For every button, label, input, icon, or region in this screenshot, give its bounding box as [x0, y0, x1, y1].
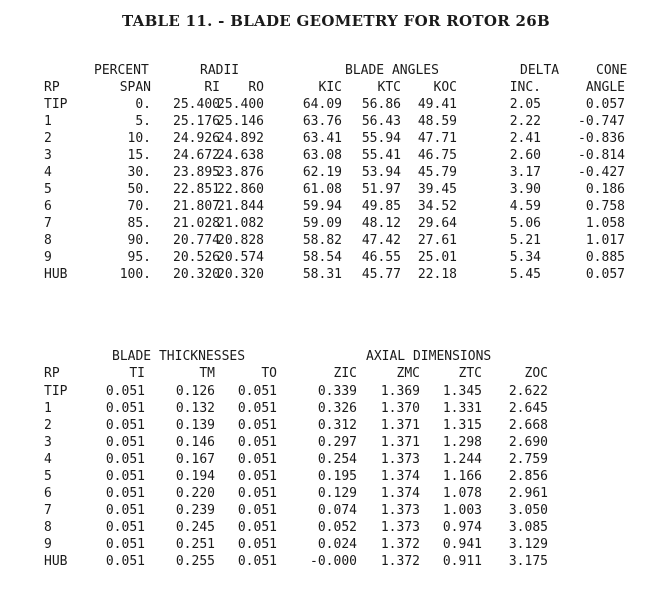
table-row: [0, 181, 672, 198]
to-cell: 0.051: [237, 418, 277, 433]
zic-cell: -0.000: [310, 554, 357, 569]
delta-inc-cell: 5.45: [509, 267, 541, 282]
table-row: [0, 485, 672, 502]
ro-cell: 21.844: [217, 199, 264, 214]
table-row: [0, 502, 672, 519]
header-blade-thicknesses: BLADE THICKNESSES: [112, 349, 246, 364]
rp-cell: TIP: [44, 384, 68, 399]
rp-cell: 8: [44, 233, 52, 248]
ro-cell: 25.400: [217, 97, 264, 112]
koc-cell: 25.01: [417, 250, 457, 265]
to-cell: 0.051: [237, 452, 277, 467]
table-row: [0, 468, 672, 485]
tm-cell: 0.255: [175, 554, 215, 569]
table-row: [0, 519, 672, 536]
table-row: [0, 164, 672, 181]
ti-cell: 0.051: [105, 554, 145, 569]
zic-cell: 0.254: [317, 452, 357, 467]
koc-cell: 34.52: [417, 199, 457, 214]
ti-cell: 0.051: [105, 435, 145, 450]
kic-cell: 58.31: [302, 267, 342, 282]
zic-cell: 0.129: [317, 486, 357, 501]
kic-cell: 61.08: [302, 182, 342, 197]
zmc-cell: 1.371: [380, 435, 420, 450]
zic-cell: 0.024: [317, 537, 357, 552]
kic-cell: 63.08: [302, 148, 342, 163]
ztc-cell: 0.941: [442, 537, 482, 552]
to-cell: 0.051: [237, 401, 277, 416]
ti-cell: 0.051: [105, 469, 145, 484]
ktc-cell: 51.97: [361, 182, 401, 197]
table-row: [0, 553, 672, 570]
rp-cell: 3: [44, 435, 52, 450]
to-cell: 0.051: [237, 384, 277, 399]
delta-inc-cell: 5.21: [509, 233, 541, 248]
header-blade-angles: BLADE ANGLES: [345, 63, 439, 78]
ztc-cell: 1.003: [442, 503, 482, 518]
ro-cell: 20.320: [217, 267, 264, 282]
cone-angle-cell: 0.057: [585, 97, 625, 112]
zic-cell: 0.074: [317, 503, 357, 518]
col-angle: ANGLE: [585, 80, 625, 95]
zoc-cell: 2.645: [508, 401, 548, 416]
zmc-cell: 1.374: [380, 486, 420, 501]
delta-inc-cell: 3.90: [509, 182, 541, 197]
zoc-cell: 2.856: [508, 469, 548, 484]
table-title: TABLE 11. - BLADE GEOMETRY FOR ROTOR 26B: [121, 12, 550, 30]
cone-angle-cell: -0.836: [578, 131, 625, 146]
col-zoc: ZOC: [524, 366, 548, 381]
koc-cell: 29.64: [417, 216, 457, 231]
ti-cell: 0.051: [105, 520, 145, 535]
tm-cell: 0.239: [175, 503, 215, 518]
table-row: [0, 96, 672, 113]
koc-cell: 46.75: [417, 148, 457, 163]
table-row: [0, 147, 672, 164]
ztc-cell: 1.315: [442, 418, 482, 433]
ti-cell: 0.051: [105, 401, 145, 416]
span-cell: 0.: [135, 97, 151, 112]
zmc-cell: 1.373: [380, 503, 420, 518]
col-rp: RP: [44, 80, 60, 95]
ro-cell: 21.082: [217, 216, 264, 231]
span-cell: 85.: [127, 216, 151, 231]
to-cell: 0.051: [237, 554, 277, 569]
table-row: [0, 215, 672, 232]
table-row: [0, 232, 672, 249]
tm-cell: 0.126: [175, 384, 215, 399]
table-row: [0, 451, 672, 468]
ktc-cell: 55.94: [361, 131, 401, 146]
koc-cell: 22.18: [417, 267, 457, 282]
rp-cell: 7: [44, 503, 52, 518]
ro-cell: 20.828: [217, 233, 264, 248]
span-cell: 90.: [127, 233, 151, 248]
zmc-cell: 1.374: [380, 469, 420, 484]
ro-cell: 20.574: [217, 250, 264, 265]
rp-cell: 9: [44, 537, 52, 552]
header-cone: CONE: [596, 63, 628, 78]
to-cell: 0.051: [237, 469, 277, 484]
cone-angle-cell: -0.747: [578, 114, 625, 129]
to-cell: 0.051: [237, 520, 277, 535]
tm-cell: 0.194: [175, 469, 215, 484]
table1-column-headers: [0, 79, 672, 96]
ktc-cell: 49.85: [361, 199, 401, 214]
header-radii: RADII: [200, 63, 240, 78]
ztc-cell: 0.974: [442, 520, 482, 535]
ri-cell: 25.176: [173, 114, 220, 129]
table2-column-headers: [0, 365, 672, 382]
ztc-cell: 1.331: [442, 401, 482, 416]
delta-inc-cell: 2.22: [509, 114, 541, 129]
rp-cell: TIP: [44, 97, 68, 112]
table-row: [0, 266, 672, 283]
span-cell: 100.: [119, 267, 151, 282]
ztc-cell: 1.244: [442, 452, 482, 467]
ktc-cell: 48.12: [361, 216, 401, 231]
span-cell: 5.: [135, 114, 151, 129]
table-row: [0, 383, 672, 400]
ztc-cell: 0.911: [442, 554, 482, 569]
delta-inc-cell: 2.60: [509, 148, 541, 163]
table-row: [0, 400, 672, 417]
koc-cell: 47.71: [417, 131, 457, 146]
zoc-cell: 2.690: [508, 435, 548, 450]
header-axial-dimensions: AXIAL DIMENSIONS: [366, 349, 492, 364]
col-ro: RO: [248, 80, 264, 95]
ztc-cell: 1.345: [442, 384, 482, 399]
ti-cell: 0.051: [105, 452, 145, 467]
zmc-cell: 1.372: [380, 537, 420, 552]
zmc-cell: 1.373: [380, 520, 420, 535]
zoc-cell: 2.622: [508, 384, 548, 399]
tm-cell: 0.132: [175, 401, 215, 416]
ti-cell: 0.051: [105, 418, 145, 433]
cone-angle-cell: -0.814: [578, 148, 625, 163]
kic-cell: 59.94: [302, 199, 342, 214]
ri-cell: 24.672: [173, 148, 220, 163]
cone-angle-cell: 0.758: [585, 199, 625, 214]
delta-inc-cell: 2.41: [509, 131, 541, 146]
ti-cell: 0.051: [105, 537, 145, 552]
ri-cell: 22.851: [173, 182, 220, 197]
zic-cell: 0.195: [317, 469, 357, 484]
table-row: [0, 417, 672, 434]
ti-cell: 0.051: [105, 384, 145, 399]
span-cell: 15.: [127, 148, 151, 163]
zoc-cell: 3.050: [508, 503, 548, 518]
col-rp: RP: [44, 366, 60, 381]
cone-angle-cell: -0.427: [578, 165, 625, 180]
zic-cell: 0.312: [317, 418, 357, 433]
zmc-cell: 1.373: [380, 452, 420, 467]
span-cell: 95.: [127, 250, 151, 265]
ti-cell: 0.051: [105, 503, 145, 518]
ro-cell: 24.892: [217, 131, 264, 146]
rp-cell: 5: [44, 469, 52, 484]
tm-cell: 0.245: [175, 520, 215, 535]
zmc-cell: 1.371: [380, 418, 420, 433]
span-cell: 30.: [127, 165, 151, 180]
col-ztc: ZTC: [458, 366, 482, 381]
col-to: TO: [261, 366, 277, 381]
ktc-cell: 56.43: [361, 114, 401, 129]
rp-cell: 9: [44, 250, 52, 265]
cone-angle-cell: 0.057: [585, 267, 625, 282]
table-row: [0, 113, 672, 130]
kic-cell: 58.54: [302, 250, 342, 265]
ztc-cell: 1.078: [442, 486, 482, 501]
col-inc: INC.: [509, 80, 541, 95]
ktc-cell: 45.77: [361, 267, 401, 282]
col-zic: ZIC: [333, 366, 357, 381]
zoc-cell: 3.175: [508, 554, 548, 569]
to-cell: 0.051: [237, 435, 277, 450]
delta-inc-cell: 5.06: [509, 216, 541, 231]
table-row: [0, 130, 672, 147]
cone-angle-cell: 1.017: [585, 233, 625, 248]
rp-cell: 7: [44, 216, 52, 231]
ktc-cell: 46.55: [361, 250, 401, 265]
koc-cell: 45.79: [417, 165, 457, 180]
col-tm: TM: [199, 366, 215, 381]
zic-cell: 0.339: [317, 384, 357, 399]
kic-cell: 63.41: [302, 131, 342, 146]
col-ri: RI: [204, 80, 220, 95]
to-cell: 0.051: [237, 537, 277, 552]
ktc-cell: 56.86: [361, 97, 401, 112]
zmc-cell: 1.370: [380, 401, 420, 416]
delta-inc-cell: 5.34: [509, 250, 541, 265]
delta-inc-cell: 4.59: [509, 199, 541, 214]
tm-cell: 0.251: [175, 537, 215, 552]
zoc-cell: 2.961: [508, 486, 548, 501]
rp-cell: 6: [44, 486, 52, 501]
rp-cell: HUB: [44, 267, 68, 282]
kic-cell: 64.09: [302, 97, 342, 112]
kic-cell: 63.76: [302, 114, 342, 129]
zoc-cell: 2.759: [508, 452, 548, 467]
header-percent: PERCENT: [94, 63, 149, 78]
ktc-cell: 53.94: [361, 165, 401, 180]
rp-cell: 2: [44, 418, 52, 433]
rp-cell: 1: [44, 401, 52, 416]
zoc-cell: 3.085: [508, 520, 548, 535]
cone-angle-cell: 1.058: [585, 216, 625, 231]
rp-cell: 4: [44, 452, 52, 467]
ri-cell: 23.895: [173, 165, 220, 180]
rp-cell: 1: [44, 114, 52, 129]
tm-cell: 0.139: [175, 418, 215, 433]
table-row: [0, 536, 672, 553]
ro-cell: 22.860: [217, 182, 264, 197]
table-row: [0, 198, 672, 215]
table-row: [0, 434, 672, 451]
ti-cell: 0.051: [105, 486, 145, 501]
koc-cell: 39.45: [417, 182, 457, 197]
zoc-cell: 3.129: [508, 537, 548, 552]
ro-cell: 23.876: [217, 165, 264, 180]
table-row: [0, 249, 672, 266]
rp-cell: 8: [44, 520, 52, 535]
zic-cell: 0.326: [317, 401, 357, 416]
koc-cell: 49.41: [417, 97, 457, 112]
header-delta: DELTA: [520, 63, 560, 78]
rp-cell: 5: [44, 182, 52, 197]
delta-inc-cell: 3.17: [509, 165, 541, 180]
ri-cell: 20.774: [173, 233, 220, 248]
delta-inc-cell: 2.05: [509, 97, 541, 112]
ri-cell: 21.807: [173, 199, 220, 214]
koc-cell: 27.61: [417, 233, 457, 248]
tm-cell: 0.146: [175, 435, 215, 450]
ri-cell: 24.926: [173, 131, 220, 146]
tm-cell: 0.167: [175, 452, 215, 467]
rp-cell: 3: [44, 148, 52, 163]
col-kic: KIC: [318, 80, 342, 95]
span-cell: 50.: [127, 182, 151, 197]
zmc-cell: 1.372: [380, 554, 420, 569]
zmc-cell: 1.369: [380, 384, 420, 399]
ztc-cell: 1.166: [442, 469, 482, 484]
col-zmc: ZMC: [396, 366, 420, 381]
zic-cell: 0.052: [317, 520, 357, 535]
rp-cell: 2: [44, 131, 52, 146]
ri-cell: 21.028: [173, 216, 220, 231]
col-span: SPAN: [119, 80, 151, 95]
kic-cell: 58.82: [302, 233, 342, 248]
ktc-cell: 55.41: [361, 148, 401, 163]
ktc-cell: 47.42: [361, 233, 401, 248]
ri-cell: 20.320: [173, 267, 220, 282]
ro-cell: 24.638: [217, 148, 264, 163]
ztc-cell: 1.298: [442, 435, 482, 450]
span-cell: 10.: [127, 131, 151, 146]
rp-cell: HUB: [44, 554, 68, 569]
zoc-cell: 2.668: [508, 418, 548, 433]
col-koc: KOC: [433, 80, 457, 95]
to-cell: 0.051: [237, 486, 277, 501]
cone-angle-cell: 0.885: [585, 250, 625, 265]
cone-angle-cell: 0.186: [585, 182, 625, 197]
col-ktc: KTC: [377, 80, 401, 95]
ro-cell: 25.146: [217, 114, 264, 129]
col-ti: TI: [129, 366, 145, 381]
tm-cell: 0.220: [175, 486, 215, 501]
rp-cell: 6: [44, 199, 52, 214]
kic-cell: 59.09: [302, 216, 342, 231]
span-cell: 70.: [127, 199, 151, 214]
koc-cell: 48.59: [417, 114, 457, 129]
ri-cell: 20.526: [173, 250, 220, 265]
kic-cell: 62.19: [302, 165, 342, 180]
to-cell: 0.051: [237, 503, 277, 518]
ri-cell: 25.400: [173, 97, 220, 112]
rp-cell: 4: [44, 165, 52, 180]
zic-cell: 0.297: [317, 435, 357, 450]
